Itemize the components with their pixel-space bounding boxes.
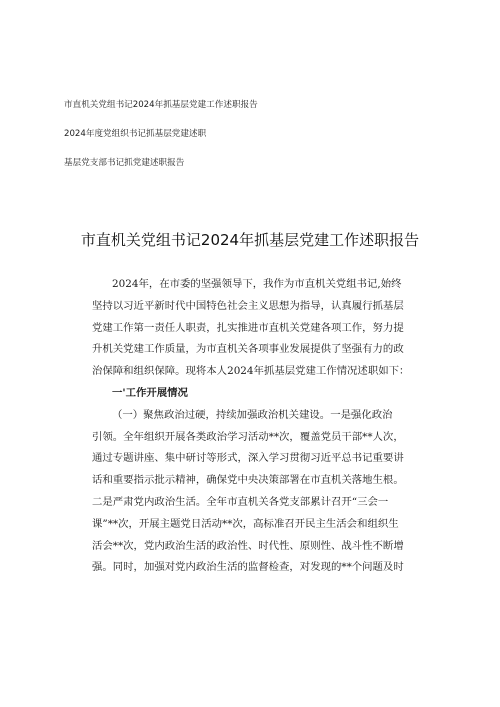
body-line: 坚持以习近平新时代中国特色社会主义思想为指导，认真履行抓基层 (92, 299, 404, 312)
section-heading: 一'工作开展情况 (112, 386, 188, 399)
toc-list (64, 98, 258, 185)
body-line: 2024年，在市委的坚强领导下，我作为市直机关党组书记,始终 (112, 278, 402, 290)
body-line: 党建工作第一责任人职责，扎实推进市直机关党建各项工作，努力提 (92, 321, 404, 334)
toc-item[interactable]: 市直机关党组书记2024年抓基层党建工作述职报告 (64, 100, 258, 110)
body-line: 引领。全年组织开展各类政治学习活动**次，覆盖党员干部**人次， (92, 430, 404, 443)
body-line: 强。同时，加强对党内政治生活的监督检查，对发现的**个问题及时 (92, 561, 404, 574)
body-line: 通过专题讲座、集中研讨等形式，深入学习贯彻习近平总书记重要讲 (92, 452, 404, 465)
body-line: 二是严肃党内政治生活。全年市直机关各党支部累计召开“三会一 (92, 495, 389, 508)
toc-item[interactable]: 基层党支部书记抓党建述职报告 (64, 158, 185, 168)
body-line: 话和重要指示批示精神，确保党中央决策部署在市直机关落地生根。 (92, 474, 404, 487)
document-body (92, 274, 442, 579)
document-title: 市直机关党组书记2024年抓基层党建工作述职报告 (80, 231, 420, 249)
body-line: 活会**次，党内政治生活的政治性、时代性、原则性、战斗性不断增 (92, 539, 404, 552)
toc-item[interactable]: 2024年度党组织书记抓基层党建述职 (64, 129, 207, 139)
subsection-line: （一）聚焦政治过硬，持续加强政治机关建设。一是强化政治 (112, 408, 393, 421)
body-line: 治保障和组织保障。现将本人2024年抓基层党建工作情况述职如下： (92, 365, 410, 378)
body-line: 课”**次，开展主题党日活动**次，高标准召开民主生活会和组织生 (92, 517, 399, 530)
body-line: 升机关党建工作质量，为市直机关各项事业发展提供了坚强有力的政 (92, 343, 404, 356)
